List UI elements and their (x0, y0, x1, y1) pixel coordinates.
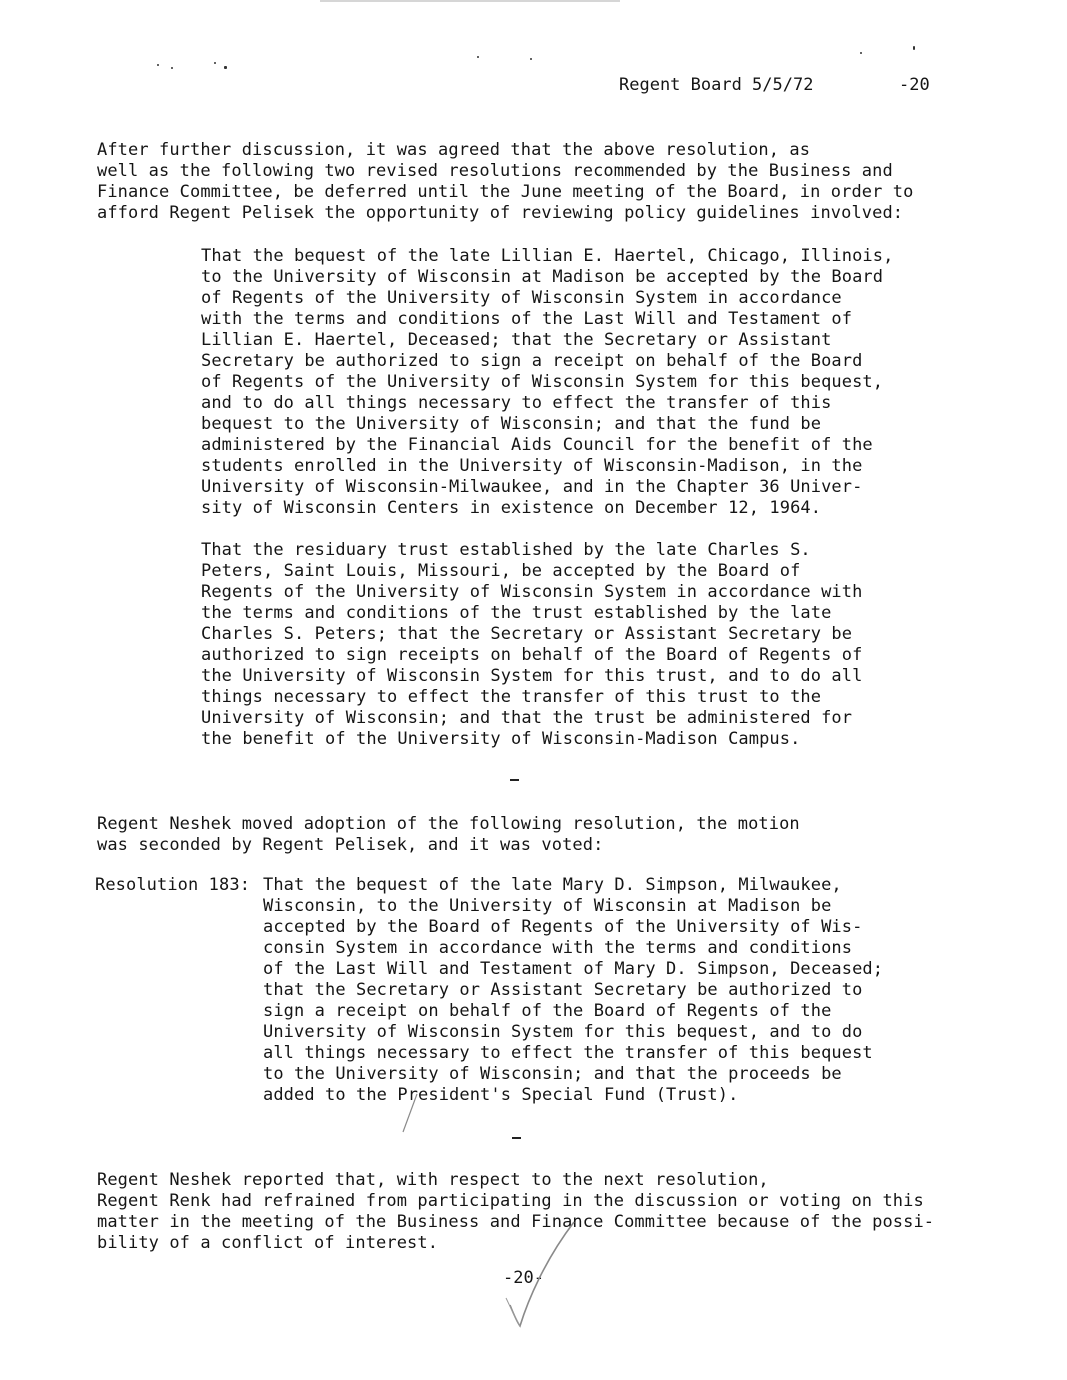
scan-speck (913, 46, 915, 50)
conflict-paragraph: Regent Neshek reported that, with respect to the next resolution, Regent Renk had refrained from participating in the discussion or voting on this matter in the meeting of the Business and Finance Committee because of the possi- bility of a conflict of interest. (97, 1170, 935, 1253)
haertel-resolution: That the bequest of the late Lillian E. Haertel, Chicago, Illinois, to the University of Wisconsin at Madison be accepted by the Board of Regents of the University of Wisconsin System in accordance with the terms and conditions of the Last Will and Testament of Lillian E. Haertel, Deceased; that the Secretary or Assistant Secretary be authorized to sign a receipt on behalf of the Board of Regents of the University of Wisconsin System for this bequest, and to do all things necessary to effect the transfer of this bequest to the University of Wisconsin; and that the fund be administered by the Financial Aids Council for the benefit of the students enrolled in the University of Wisconsin-Madison, in the University of Wisconsin-Milwaukee, and in the Chapter 36 Univer- sity of Wisconsin Centers in existence on December 12, 1964. (201, 246, 894, 518)
resolution-183-text: That the bequest of the late Mary D. Simpson, Milwaukee, Wisconsin, to the University of Wisconsin at Madison be accepted by the Board of Regents of the University of Wis- consin System in accordance with the terms and conditions of the Last Will and Testament of Mary D. Simpson, Deceased; that the Secretary or Assistant Secretary be authorized to sign a receipt on behalf of the Board of Regents of the University of Wisconsin System for this bequest, and to do all things necessary to effect the transfer of this bequest to the University of Wisconsin; and that the proceeds be added to the President's Special Fund (Trust). (263, 875, 884, 1105)
motion-paragraph: Regent Neshek moved adoption of the following resolution, the motion was seconded by Regent Pelisek, and it was voted: (97, 814, 800, 855)
page-header (0, 75, 1067, 97)
section-divider-dash (512, 1137, 521, 1139)
header-page-number: -20 (899, 75, 930, 95)
scan-speck (224, 66, 227, 69)
deferral-paragraph: After further discussion, it was agreed that the above resolution, as well as the following two revised resolutions recommended by the Business and Finance Committee, be deferred until the June meeting of the Board, in order to afford Regent Pelisek the opportunity of reviewing policy guidelines involved: (97, 140, 914, 223)
pencil-stroke-mark (395, 1088, 425, 1138)
scan-speck (477, 56, 479, 58)
scan-speck (157, 64, 159, 66)
resolution-label: Resolution 183: (95, 875, 251, 895)
footer-page-number: -20- (503, 1268, 544, 1288)
scan-speck (214, 62, 216, 64)
scan-speck (530, 58, 532, 60)
header-title: Regent Board 5/5/72 (619, 75, 814, 95)
section-divider-dash (510, 779, 519, 781)
peters-resolution: That the residuary trust established by the late Charles S. Peters, Saint Louis, Missouri, be accepted by the Board of Regents of the University of Wisconsin System in accordance with the terms and conditions of the trust established by the late Charles S. Peters; that the Secretary or Assistant Secretary be authorized to sign receipts on behalf of the Board of Regents of the University of Wisconsin System for this trust, and to do all things necessary to effect the transfer of this trust to the University of Wisconsin; and that the trust be administered for the benefit of the University of Wisconsin-Madison Campus. (201, 540, 863, 749)
scan-speck (860, 52, 862, 54)
scan-edge-line (320, 0, 620, 2)
scan-speck (171, 67, 173, 69)
checkmark-icon (490, 1220, 580, 1330)
